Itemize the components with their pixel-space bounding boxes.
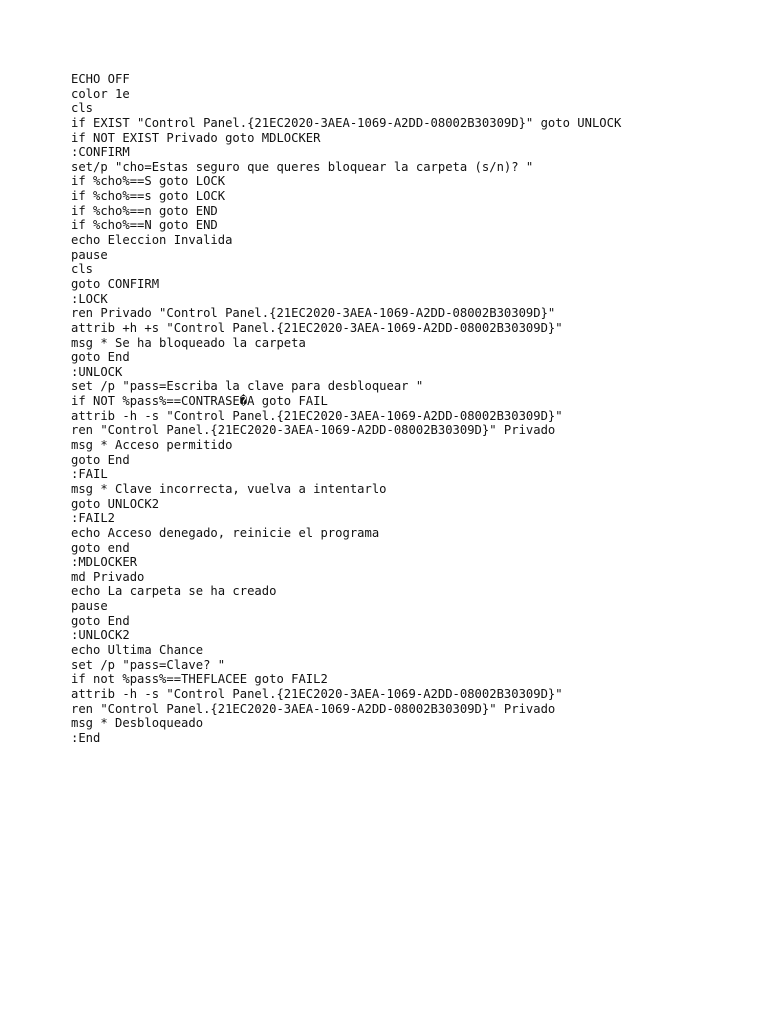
code-line: cls	[71, 101, 94, 116]
code-line: :UNLOCK2	[71, 628, 130, 643]
code-line: msg * Se ha bloqueado la carpeta	[71, 335, 306, 350]
code-line: color 1e	[71, 86, 130, 101]
code-line: if NOT %pass%==CONTRASE�A goto FAIL	[71, 394, 328, 409]
code-line: if %cho%==S goto LOCK	[71, 174, 226, 189]
code-line: pause	[71, 247, 108, 262]
code-line: if not %pass%==THEFLACEE goto FAIL2	[71, 672, 328, 687]
code-line: set /p "pass=Clave? "	[71, 657, 226, 672]
code-line: :CONFIRM	[71, 145, 130, 160]
code-line: echo Acceso denegado, reinicie el programa	[71, 525, 380, 540]
code-line: goto CONFIRM	[71, 276, 160, 291]
code-line: set/p "cho=Estas seguro que queres bloquear la carpeta (s/n)? "	[71, 159, 534, 174]
code-line: cls	[71, 262, 94, 277]
code-line: goto end	[71, 540, 130, 555]
code-line: goto End	[71, 452, 130, 467]
code-line: :FAIL2	[71, 511, 116, 526]
code-line: if %cho%==s goto LOCK	[71, 189, 226, 204]
code-line: :End	[71, 730, 101, 745]
code-line: msg * Clave incorrecta, vuelva a intentarlo	[71, 481, 387, 496]
code-line: :LOCK	[71, 291, 108, 306]
code-line: md Privado	[71, 569, 145, 584]
code-line: goto End	[71, 613, 130, 628]
code-line: attrib -h -s "Control Panel.{21EC2020-3AEA-1069-A2DD-08002B30309D}"	[71, 686, 563, 701]
code-line: :UNLOCK	[71, 364, 123, 379]
code-line: goto End	[71, 350, 130, 365]
code-line: ren "Control Panel.{21EC2020-3AEA-1069-A2DD-08002B30309D}" Privado	[71, 701, 556, 716]
code-line: ECHO OFF	[71, 72, 130, 86]
batch-script-text	[71, 72, 621, 745]
code-line: msg * Desbloqueado	[71, 716, 204, 731]
code-line: ren Privado "Control Panel.{21EC2020-3AEA-1069-A2DD-08002B30309D}"	[71, 306, 556, 321]
code-line: if %cho%==N goto END	[71, 218, 218, 233]
code-line: goto UNLOCK2	[71, 496, 160, 511]
code-line: if %cho%==n goto END	[71, 203, 218, 218]
code-line: :FAIL	[71, 467, 108, 482]
code-line: echo Eleccion Invalida	[71, 233, 233, 248]
code-line: set /p "pass=Escriba la clave para desbloquear "	[71, 379, 424, 394]
code-line: ren "Control Panel.{21EC2020-3AEA-1069-A2DD-08002B30309D}" Privado	[71, 423, 556, 438]
code-line: if NOT EXIST Privado goto MDLOCKER	[71, 130, 321, 145]
code-line: if EXIST "Control Panel.{21EC2020-3AEA-1069-A2DD-08002B30309D}" goto UNLOCK	[71, 115, 622, 130]
code-line: :MDLOCKER	[71, 555, 138, 570]
code-line: echo Ultima Chance	[71, 642, 204, 657]
code-line: echo La carpeta se ha creado	[71, 584, 277, 599]
code-line: attrib +h +s "Control Panel.{21EC2020-3AEA-1069-A2DD-08002B30309D}"	[71, 320, 563, 335]
code-line: msg * Acceso permitido	[71, 438, 233, 453]
code-line: pause	[71, 599, 108, 614]
code-line: attrib -h -s "Control Panel.{21EC2020-3AEA-1069-A2DD-08002B30309D}"	[71, 408, 563, 423]
